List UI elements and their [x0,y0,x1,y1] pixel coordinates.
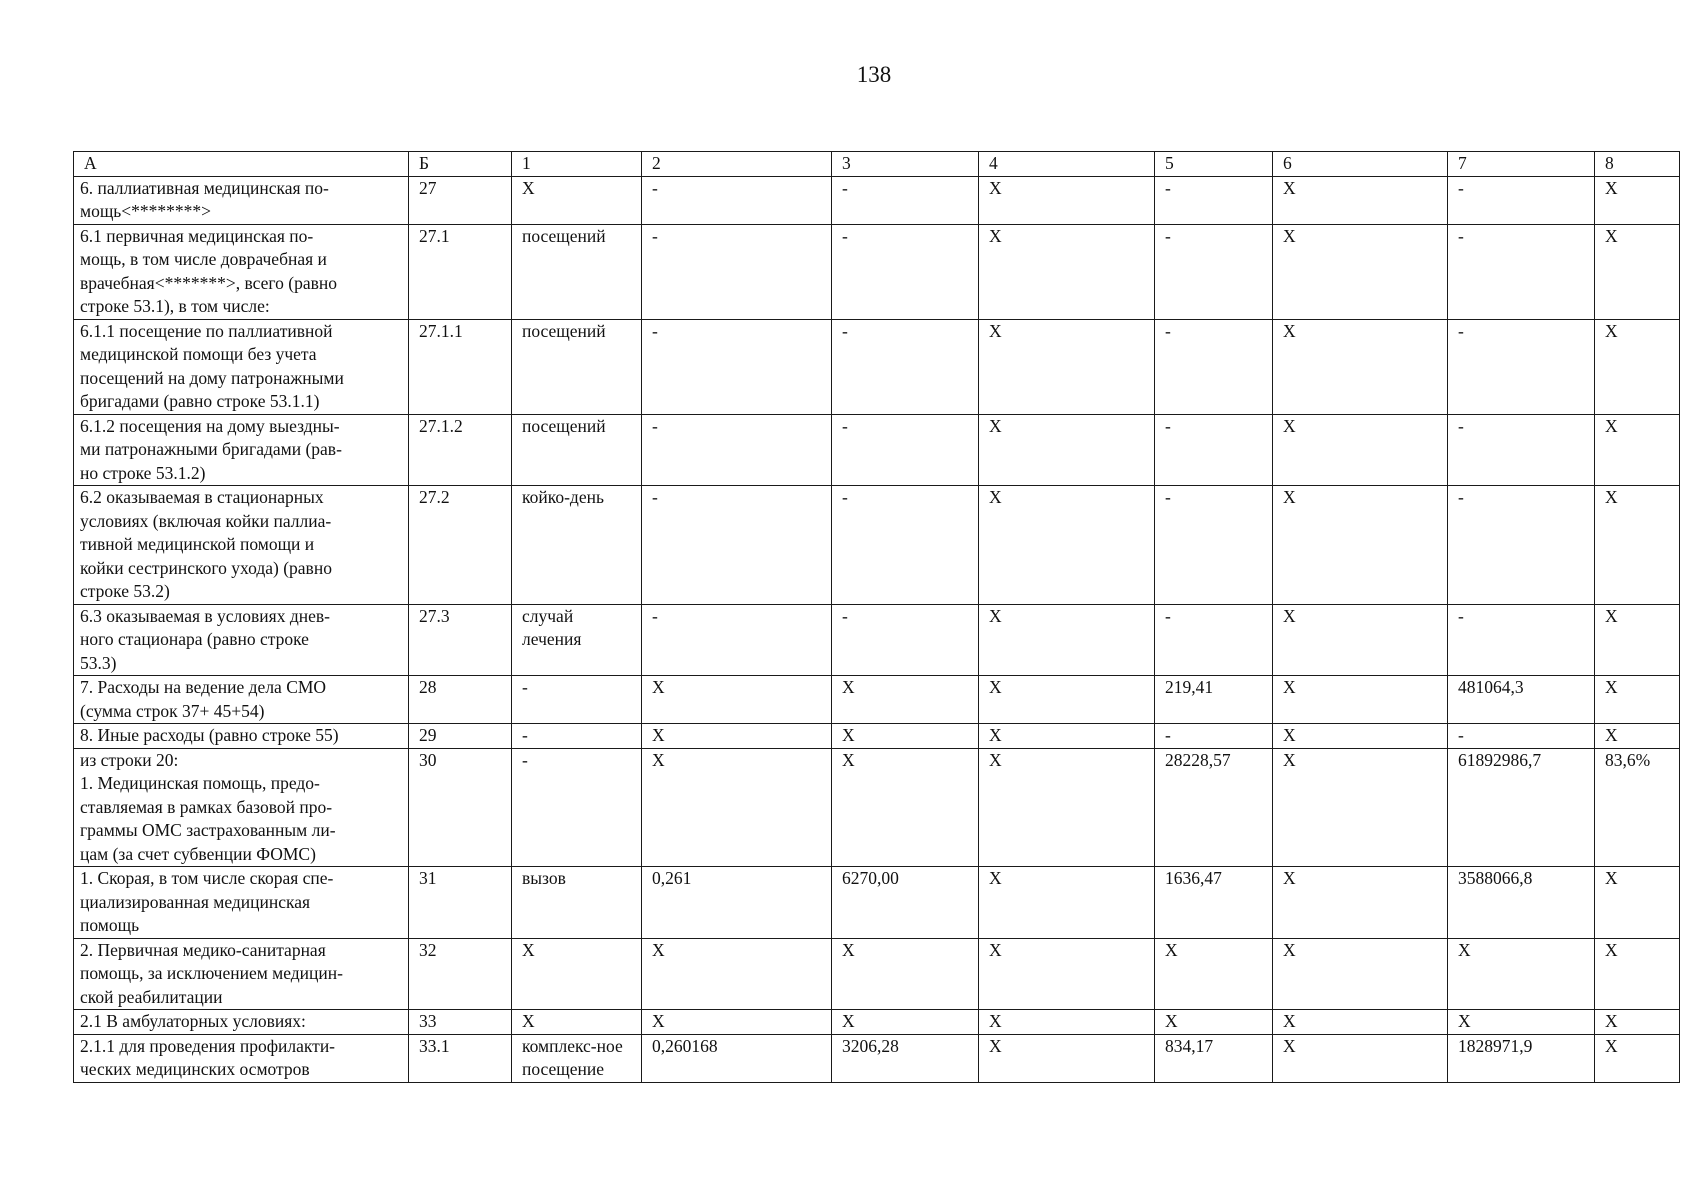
column-header: 6 [1273,152,1448,177]
table-cell: Х [979,486,1155,605]
table-cell: - [1448,486,1595,605]
table-cell: 31 [409,867,512,939]
table-cell: 3588066,8 [1448,867,1595,939]
table-cell: Х [512,1010,642,1035]
table-cell: Х [512,176,642,224]
table-cell: - [642,319,832,414]
row-label-line: мощь<********> [80,201,212,221]
table-cell: - [642,176,832,224]
table-cell: Х [1273,676,1448,724]
table-cell: Х [1595,319,1680,414]
table-cell: 3206,28 [832,1034,979,1082]
row-label-line: 53.3) [80,652,117,673]
column-header: 8 [1595,152,1680,177]
table-cell: Х [979,1010,1155,1035]
row-label-line: циализированная медицинская [80,891,311,912]
table-row [74,867,1680,939]
table-cell: 27.1.2 [409,414,512,486]
table-cell: посещений [512,414,642,486]
table-cell: Х [979,724,1155,749]
row-label-line: врачебная<*******>, всего (равно [80,272,337,293]
table-cell: Х [1595,1034,1680,1082]
table-row [74,1010,1680,1035]
table-cell: Х [1273,867,1448,939]
table-body [74,176,1680,1082]
row-label-line: 1. Медицинская помощь, предо- [80,773,320,793]
table-cell: 1636,47 [1155,867,1273,939]
table-row [74,604,1680,676]
row-label-line: условиях (включая койки паллиа- [80,510,332,531]
table-cell: - [832,486,979,605]
table-cell: - [832,414,979,486]
table-cell: Х [979,319,1155,414]
table-cell: Х [979,224,1155,319]
row-label-line: строке 53.1), в том числе: [80,296,270,316]
table-cell: вызов [512,867,642,939]
table-row [74,319,1680,414]
row-label-line: 1. Скорая, в том числе скорая спе- [80,868,334,888]
row-label-line: помощь, за исключением медицин- [80,963,343,983]
table-cell: койко-день [512,486,642,605]
table-cell: - [1155,486,1273,605]
table-cell: Х [832,938,979,1010]
table-cell: Х [979,676,1155,724]
table-cell: Х [979,867,1155,939]
table-cell: 28 [409,676,512,724]
row-label-line: 8. Иные расходы (равно строке 55) [80,725,339,745]
table-header-row [74,152,1680,177]
table-cell: 27.1 [409,224,512,319]
table-cell: Х [1448,1010,1595,1035]
table-cell: Х [1273,224,1448,319]
row-label-cell [74,319,409,414]
row-label-line: тивной медицинской помощи и [80,534,315,554]
row-label-line: 2.1.1 для проведения профилакти- [80,1035,336,1056]
row-label-line: 6.1 первичная медицинская по- [80,225,314,246]
column-header: 5 [1155,152,1273,177]
table-row [74,176,1680,224]
row-label-line: но строке 53.1.2) [80,462,206,483]
table-cell: Х [1595,676,1680,724]
column-header: А [74,152,409,177]
column-header: 7 [1448,152,1595,177]
table-cell: 32 [409,938,512,1010]
table-cell: Х [1595,867,1680,939]
table-row [74,748,1680,867]
table-cell: Х [832,724,979,749]
column-header: 3 [832,152,979,177]
table-row [74,486,1680,605]
table-cell: Х [1595,604,1680,676]
row-label-cell [74,867,409,939]
row-label-line: ставляемая в рамках базовой про- [80,796,333,817]
table-cell: - [642,414,832,486]
row-label-line: 6.2 оказываемая в стационарных [80,487,324,507]
table-cell: - [642,604,832,676]
table-cell: - [1448,176,1595,224]
table-cell: - [642,486,832,605]
row-label-cell [74,748,409,867]
row-label-line: ного стационара (равно строке [80,629,309,649]
row-label-line: из строки 20: [80,749,179,770]
row-label-line: медицинской помощи без учета [80,344,317,364]
table-cell: Х [832,676,979,724]
row-label-cell [74,1034,409,1082]
table-cell: Х [512,938,642,1010]
table-cell: 219,41 [1155,676,1273,724]
table-cell: 33.1 [409,1034,512,1082]
table-cell: Х [1273,604,1448,676]
table-cell: - [1155,319,1273,414]
table-cell: - [1155,414,1273,486]
table-cell: - [512,724,642,749]
table-cell: 30 [409,748,512,867]
table-cell: - [1155,224,1273,319]
table-cell: - [832,224,979,319]
table-cell: случай лечения [512,604,642,676]
column-header: 1 [512,152,642,177]
table-cell: Х [1273,748,1448,867]
table-row [74,414,1680,486]
table-cell: Х [642,938,832,1010]
table-cell: Х [1273,1034,1448,1082]
table-cell: Х [642,748,832,867]
table-cell: Х [1273,176,1448,224]
table-cell: - [832,319,979,414]
row-label-line: 6. паллиативная медицинская по- [80,177,329,198]
row-label-line: цам (за счет субвенции ФОМС) [80,843,316,864]
table-cell: Х [1595,724,1680,749]
table-cell: Х [1595,1010,1680,1035]
table-cell: 1828971,9 [1448,1034,1595,1082]
table-cell: Х [979,176,1155,224]
row-label-line: 2. Первичная медико-санитарная [80,939,326,960]
table-cell: Х [1595,224,1680,319]
table-cell: Х [1595,938,1680,1010]
row-label-line: ческих медицинских осмотров [80,1059,310,1079]
row-label-cell [74,224,409,319]
row-label-line: ской реабилитации [80,986,223,1007]
row-label-line: строке 53.2) [80,581,170,601]
table-cell: 27 [409,176,512,224]
table-cell: Х [1273,319,1448,414]
table-cell: комплекс-ное посещение [512,1034,642,1082]
column-header: 2 [642,152,832,177]
table-cell: Х [1273,1010,1448,1035]
table-cell: 6270,00 [832,867,979,939]
table-cell: Х [1595,414,1680,486]
table-cell: - [1155,176,1273,224]
table-cell: посещений [512,319,642,414]
table-cell: 29 [409,724,512,749]
table-cell: Х [979,1034,1155,1082]
table-cell: Х [1273,414,1448,486]
table-cell: Х [1273,724,1448,749]
table-cell: 0,261 [642,867,832,939]
table-cell: Х [642,676,832,724]
table-cell: Х [1595,486,1680,605]
column-header: Б [409,152,512,177]
row-label-line: 6.3 оказываемая в условиях днев- [80,605,330,626]
table-cell: - [832,604,979,676]
row-label-line: 7. Расходы на ведение дела СМО [80,677,327,697]
table-cell: Х [832,748,979,867]
table-cell: - [512,676,642,724]
table-cell: - [832,176,979,224]
table-cell: - [1448,319,1595,414]
table-cell: 83,6% [1595,748,1680,867]
table-cell: Х [979,748,1155,867]
data-table [73,151,1680,1083]
table-cell: Х [1273,938,1448,1010]
table-cell: Х [1155,1010,1273,1035]
row-label-cell [74,414,409,486]
table-cell: Х [1595,176,1680,224]
table-cell: Х [1155,938,1273,1010]
table-cell: Х [832,1010,979,1035]
table-row [74,224,1680,319]
table-cell: 28228,57 [1155,748,1273,867]
table-cell: Х [1448,938,1595,1010]
table-cell: Х [642,724,832,749]
table-cell: Х [979,938,1155,1010]
row-label-line: помощь [80,915,140,935]
table-cell: 27.1.1 [409,319,512,414]
table-row [74,1034,1680,1082]
table-cell: - [642,224,832,319]
row-label-line: 6.1.2 посещения на дому выездны- [80,415,340,436]
table-cell: 834,17 [1155,1034,1273,1082]
table-cell: Х [979,604,1155,676]
row-label-line: 6.1.1 посещение по паллиативной [80,320,333,341]
table-cell: - [512,748,642,867]
table-cell: 481064,3 [1448,676,1595,724]
table-cell: - [1448,414,1595,486]
table-cell: Х [979,414,1155,486]
table-cell: - [1448,724,1595,749]
table-cell: 0,260168 [642,1034,832,1082]
row-label-line: бригадами (равно строке 53.1.1) [80,391,320,411]
row-label-cell [74,486,409,605]
table-cell: Х [1273,486,1448,605]
table-cell: 27.2 [409,486,512,605]
row-label-line: 2.1 В амбулаторных условиях: [80,1011,306,1031]
row-label-cell [74,676,409,724]
row-label-line: граммы ОМС застрахованным ли- [80,820,336,840]
row-label-line: ми патронажными бригадами (рав- [80,439,342,459]
table-cell: - [1448,604,1595,676]
table-row [74,938,1680,1010]
row-label-cell [74,724,409,749]
table-row [74,724,1680,749]
table-cell: - [1155,724,1273,749]
row-label-line: мощь, в том числе доврачебная и [80,249,327,269]
table-cell: 33 [409,1010,512,1035]
row-label-line: (сумма строк 37+ 45+54) [80,700,265,721]
row-label-cell [74,938,409,1010]
row-label-line: койки сестринского ухода) (равно [80,557,332,578]
row-label-cell [74,176,409,224]
table-cell: - [1448,224,1595,319]
row-label-line: посещений на дому патронажными [80,367,344,388]
column-header: 4 [979,152,1155,177]
table-cell: Х [642,1010,832,1035]
row-label-cell [74,604,409,676]
table-cell: - [1155,604,1273,676]
table-cell: 61892986,7 [1448,748,1595,867]
page-number: 138 [856,62,892,87]
row-label-cell [74,1010,409,1035]
table-row [74,676,1680,724]
table-cell: посещений [512,224,642,319]
table-cell: 27.3 [409,604,512,676]
